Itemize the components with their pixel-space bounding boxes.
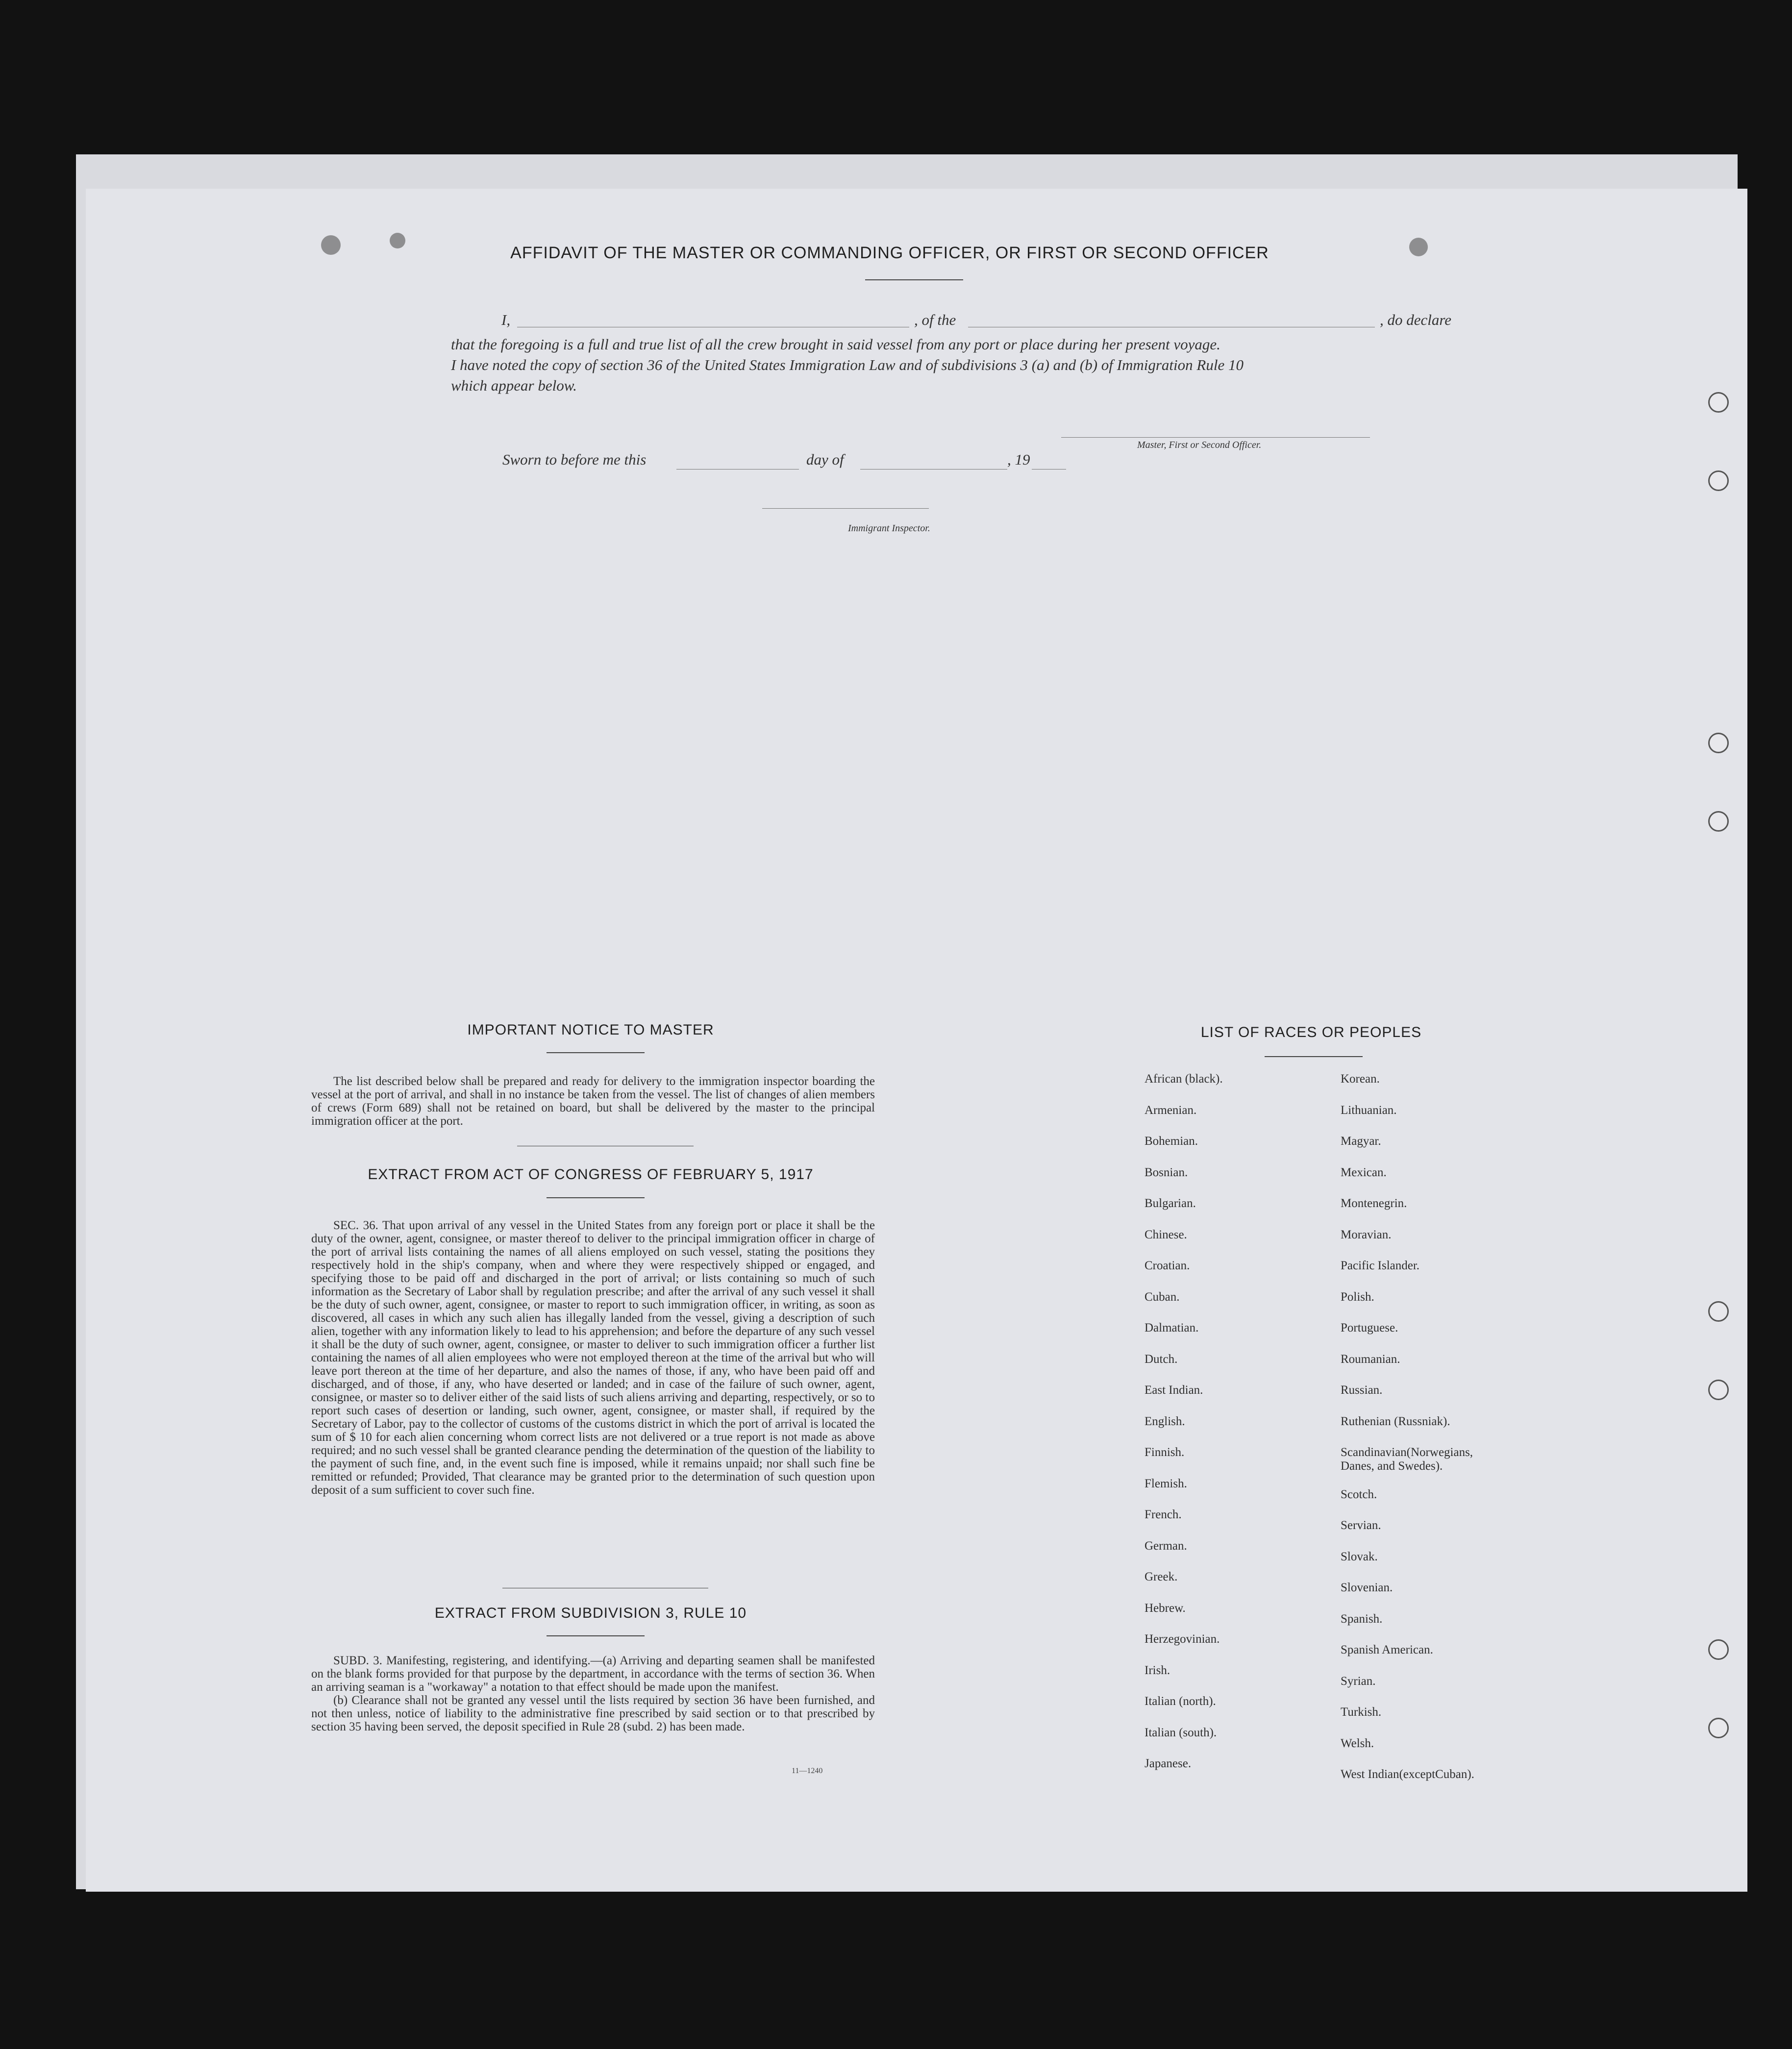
race-item: Bosnian. <box>1145 1165 1188 1179</box>
race-item: Lithuanian. <box>1341 1103 1397 1117</box>
race-item: Finnish. <box>1145 1446 1185 1459</box>
inspector-signature-field[interactable] <box>762 508 929 509</box>
race-item: Greek. <box>1145 1570 1178 1583</box>
race-item: Croatian. <box>1145 1259 1190 1272</box>
race-item: Flemish. <box>1145 1477 1187 1490</box>
race-item: Moravian. <box>1341 1228 1392 1241</box>
race-item: German. <box>1145 1539 1187 1553</box>
punch-hole-icon <box>1708 733 1729 753</box>
race-item: Hebrew. <box>1145 1601 1186 1615</box>
race-item: Roumanian. <box>1341 1352 1400 1366</box>
punch-hole-icon <box>1708 1718 1729 1738</box>
race-item: Turkish. <box>1341 1705 1382 1719</box>
act-title-rule <box>547 1197 645 1198</box>
race-item: Italian (north). <box>1145 1695 1216 1708</box>
form-number: 11—1240 <box>792 1767 823 1775</box>
race-item: Mexican. <box>1341 1165 1387 1179</box>
race-item: Bohemian. <box>1145 1135 1198 1148</box>
race-item: Magyar. <box>1341 1135 1381 1148</box>
inspector-label: Immigrant Inspector. <box>848 523 930 534</box>
affidavit-i-label: I, <box>501 311 511 328</box>
affidavit-title: AFFIDAVIT OF THE MASTER OR COMMANDING OFFICER, OR FIRST OR SECOND OFFICER <box>510 244 1269 262</box>
race-item: Welsh. <box>1341 1736 1374 1750</box>
rule-title-rule <box>547 1635 645 1636</box>
document-page <box>86 189 1747 1892</box>
year-prefix-label: , 19 <box>1007 451 1030 468</box>
act-extract-text: SEC. 36. That upon arrival of any vessel in the United States from any foreign port or place it shall be the duty of the owner, agent, consignee, or master thereof to deliver to the principal immigration officer in charge of the port of arrival lists containing the names of all aliens employed on such vessel, stating the positions they respectively hold in the ship's company, when and where they were respectively shipped or engaged, and specifying those to be paid off and discharged in the port of arrival; or lists containing so much of such information as the Secretary of Labor shall by regulation prescribe; and after the arrival of any such vessel it shall be the duty of such owner, agent, consignee, or master to report to such immigration officer, in writing, as soon as discovered, all cases in which any such alien has illegally landed from the vessel, giving a description of such alien, together with any information likely to lead to his apprehension; and before the departure of any such vessel it shall be the duty of such owner, agent, consignee, or master to deliver to such immigration officer a further list containing the names of all alien employees who were not employed thereon at the time of the arrival but who will leave port thereon at the time of her departure, and also the names of those, if any, who have been paid off and discharged, and of those, if any, who have deserted or landed; and in case of the failure of such owner, agent, consignee, or master so to deliver either of the said lists of such aliens arriving and departing, respectively, or so to report such cases of desertion or landing, such owner, agent, consignee, or master shall, if required by the Secretary of Labor, pay to the collector of customs of the customs district in which the port of arrival is located the sum of $ 10 for each alien concerning whom correct lists are not delivered or a true report is not made as above required; and no such vessel shall be granted clearance pending the determination of the question of the liability to the payment of such fine, and, in the event such fine is imposed, while it remains unpaid; nor shall such fine be remitted or refunded; Provided, That clearance may be granted prior to the determination of such question upon deposit of a sum sufficient to cover such fine. <box>311 1219 875 1497</box>
declaration-line-2: I have noted the copy of section 36 of the United States Immigration Law and of subdivisions 3 (a) and (b) of Immigration Rule 10 <box>451 356 1244 373</box>
act-extract-title: EXTRACT FROM ACT OF CONGRESS OF FEBRUARY 5, 1917 <box>368 1166 814 1183</box>
races-title: LIST OF RACES OR PEOPLES <box>1200 1024 1422 1040</box>
race-item: Korean. <box>1341 1072 1380 1086</box>
race-item: Slovenian. <box>1341 1581 1393 1594</box>
race-item: Herzegovinian. <box>1145 1632 1220 1646</box>
race-item: Irish. <box>1145 1663 1170 1677</box>
smudge-mark <box>321 235 341 255</box>
race-item: Scandinavian(Norwegians, <box>1341 1446 1473 1459</box>
race-item: East Indian. <box>1145 1383 1203 1397</box>
notice-title-rule <box>547 1052 645 1053</box>
races-title-rule <box>1265 1056 1363 1057</box>
race-item: Scotch. <box>1341 1487 1377 1501</box>
race-item: Danes, and Swedes). <box>1341 1459 1443 1473</box>
sworn-label: Sworn to before me this <box>502 451 647 468</box>
race-item: Syrian. <box>1341 1674 1376 1688</box>
race-item: Italian (south). <box>1145 1726 1217 1739</box>
race-item: Spanish. <box>1341 1612 1383 1626</box>
race-item: Spanish American. <box>1341 1643 1433 1656</box>
punch-hole-icon <box>1708 470 1729 491</box>
race-item: Armenian. <box>1145 1103 1197 1117</box>
master-signature-label: Master, First or Second Officer. <box>1137 440 1262 450</box>
race-item: English. <box>1145 1414 1185 1428</box>
day-of-label: day of <box>806 451 844 468</box>
race-item: French. <box>1145 1508 1182 1521</box>
rule-extract-title: EXTRACT FROM SUBDIVISION 3, RULE 10 <box>434 1605 747 1621</box>
race-item: Bulgarian. <box>1145 1197 1196 1210</box>
title-rule <box>865 279 963 280</box>
race-item: Ruthenian (Russniak). <box>1341 1414 1450 1428</box>
punch-hole-icon <box>1708 392 1729 413</box>
of-the-label: , of the <box>914 311 956 328</box>
master-signature-field[interactable] <box>1061 437 1370 438</box>
race-item: Dalmatian. <box>1145 1321 1199 1334</box>
race-item: Servian. <box>1341 1519 1381 1532</box>
punch-hole-icon <box>1708 1639 1729 1660</box>
race-item: Pacific Islander. <box>1341 1259 1420 1272</box>
race-item: Montenegrin. <box>1341 1197 1407 1210</box>
punch-hole-icon <box>1708 1301 1729 1322</box>
punch-hole-icon <box>1708 1380 1729 1400</box>
race-item: Portuguese. <box>1341 1321 1398 1334</box>
rule-extract-text: SUBD. 3. Manifesting, registering, and identifying.—(a) Arriving and departing seamen shall be manifested on the blank forms provided for that purpose by the department, in accordance with the terms of section 36. When an arriving seaman is a "workaway" a notation to that effect should be made upon the manifest. (b) Clearance shall not be granted any vessel until the lists required by section 36 have been furnished, and not then unless, notice of liability to the administrative fine prescribed by said section or to that prescribed by section 35 having been served, the deposit specified in Rule 28 (subd. 2) has been made. <box>311 1654 875 1733</box>
race-item: Slovak. <box>1341 1550 1378 1563</box>
race-item: West Indian(exceptCuban). <box>1341 1768 1474 1781</box>
do-declare-label: , do declare <box>1380 311 1452 328</box>
race-item: Cuban. <box>1145 1290 1180 1304</box>
race-item: Russian. <box>1341 1383 1383 1397</box>
declaration-line-3: which appear below. <box>451 377 577 394</box>
declaration-line-1: that the foregoing is a full and true list of all the crew brought in said vessel from any port or place during her present voyage. <box>451 336 1220 353</box>
race-item: Dutch. <box>1145 1352 1178 1366</box>
race-item: Japanese. <box>1145 1757 1192 1770</box>
race-item: Polish. <box>1341 1290 1374 1304</box>
punch-hole-icon <box>1708 811 1729 832</box>
race-item: Chinese. <box>1145 1228 1187 1241</box>
notice-text: The list described below shall be prepared and ready for delivery to the immigration inspector boarding the vessel at the port of arrival, and shall in no instance be taken from the vessel. The list of changes of alien members of crews (Form 689) shall not be retained on board, but shall be delivered by the master to the principal immigration officer at the port. <box>311 1075 875 1128</box>
notice-title: IMPORTANT NOTICE TO MASTER <box>467 1022 714 1038</box>
race-item: African (black). <box>1145 1072 1223 1086</box>
